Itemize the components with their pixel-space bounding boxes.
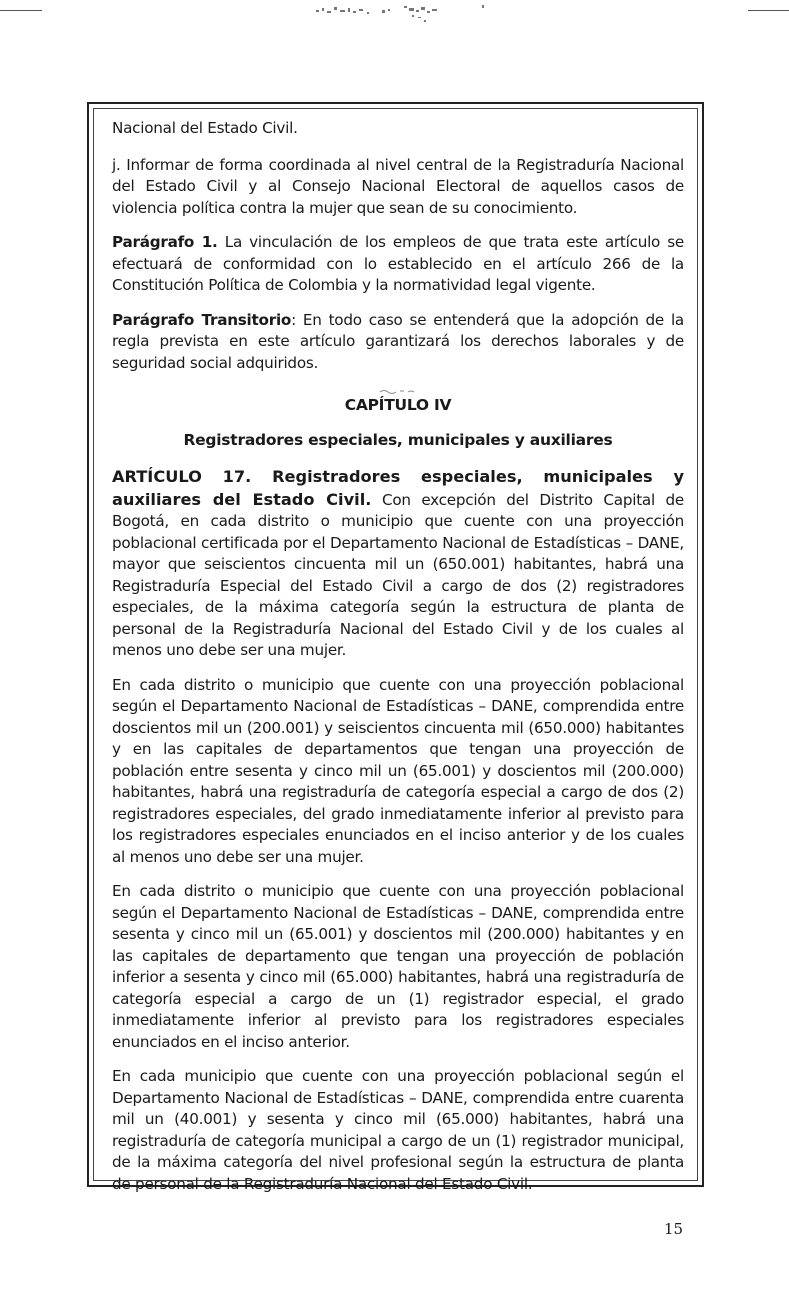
scan-edge-line-right (748, 10, 789, 11)
continued-line: Nacional del Estado Civil. (112, 119, 298, 137)
article-17-text: Con excepción del Distrito Capital de Bogotá, en cada distrito o municipio que cuente con una proyección poblacional certificada por el Departamento Nacional de Estadísticas – DANE, mayor que seiscientos cincuenta mil un (650.001) habitantes, habrá una Registraduría Especial del Estado Civil a cargo de dos (2) registradores especiales, de la máxima categoría según la estructura de planta de personal de la Registraduría Nacional del Estado Civil y de los cuales al menos uno debe ser una mujer. (112, 490, 684, 659)
article-17-paragraph-2: En cada distrito o municipio que cuente con una proyección poblacional según el Departamento Nacional de Estadísticas – DANE, comprendida entre doscientos mil un (200.001) y seiscientos cincuenta mil (650.000) habitantes y en las capitales de departamentos que tengan una proyección de población entre sesenta y cinco mil un (65.001) y doscientos mil (200.000) habitantes, habrá una registraduría de categoría especial a cargo de dos (2) registradores especiales, del grado inmediatamente inferior al previsto para los registradores especiales enunciados en el inciso anterior y de los cuales al menos uno debe ser una mujer. (112, 675, 684, 866)
paragrafo-transitorio (112, 310, 684, 375)
scan-noise-mark (312, 2, 492, 28)
article-17-heading: ARTÍCULO 17. Registradores especiales, municipales y auxiliares del Estado Civil. (112, 467, 684, 509)
chapter-title: CAPÍTULO IV (344, 396, 452, 414)
scan-squiggle-mark (112, 380, 684, 392)
document-body (112, 118, 684, 1208)
chapter-subtitle: Registradores especiales, municipales y auxiliares (183, 430, 613, 449)
article-17 (112, 466, 684, 662)
paragrafo-1-text: La vinculación de los empleos de que trata este artículo se efectuará de conformidad con lo establecido en el artículo 266 de la Constitución Política de Colombia y la normatividad legal vigente. (112, 233, 684, 294)
paragrafo-transitorio-text: : En todo caso se entenderá que la adopción de la regla prevista en este artículo garantizará los derechos laborales y de seguridad social adquiridos. (112, 310, 684, 372)
article-17-paragraph-3: En cada distrito o municipio que cuente con una proyección poblacional según el Departamento Nacional de Estadísticas – DANE, comprendida entre sesenta y cinco mil un (65.001) y doscientos mil (200.000) habitantes y en las capitales de departamento que tengan una proyección de población inferior a sesenta y cinco mil (65.000) habitantes, habrá una registraduría de categoría especial a cargo de un (1) registrador especial, el grado inmediatamente inferior al previsto para los registradores especiales enunciados en el inciso anterior. (112, 882, 684, 1051)
scan-edge-line-left (0, 10, 42, 11)
paragrafo-1-label: Parágrafo 1. (112, 233, 218, 251)
paragrafo-transitorio-label: Parágrafo Transitorio (112, 310, 292, 329)
item-j: j. Informar de forma coordinada al nivel central de la Registraduría Nacional del Estado Civil y al Consejo Nacional Electoral de aquellos casos de violencia política contra la mujer que sean de su conocimiento. (112, 155, 684, 217)
page-number: 15 (664, 1220, 684, 1238)
paragrafo-1 (112, 232, 684, 297)
article-17-paragraph-4: En cada municipio que cuente con una proyección poblacional según el Departamento Nacional de Estadísticas – DANE, comprendida entre cuarenta mil un (40.001) y sesenta y cinco mil (65.000) habitantes, habrá una registraduría de categoría municipal a cargo de un (1) registrador municipal, de la máxima categoría del nivel profesional según la estructura de planta de personal de la Registraduría Nacional del Estado Civil. (112, 1067, 684, 1193)
